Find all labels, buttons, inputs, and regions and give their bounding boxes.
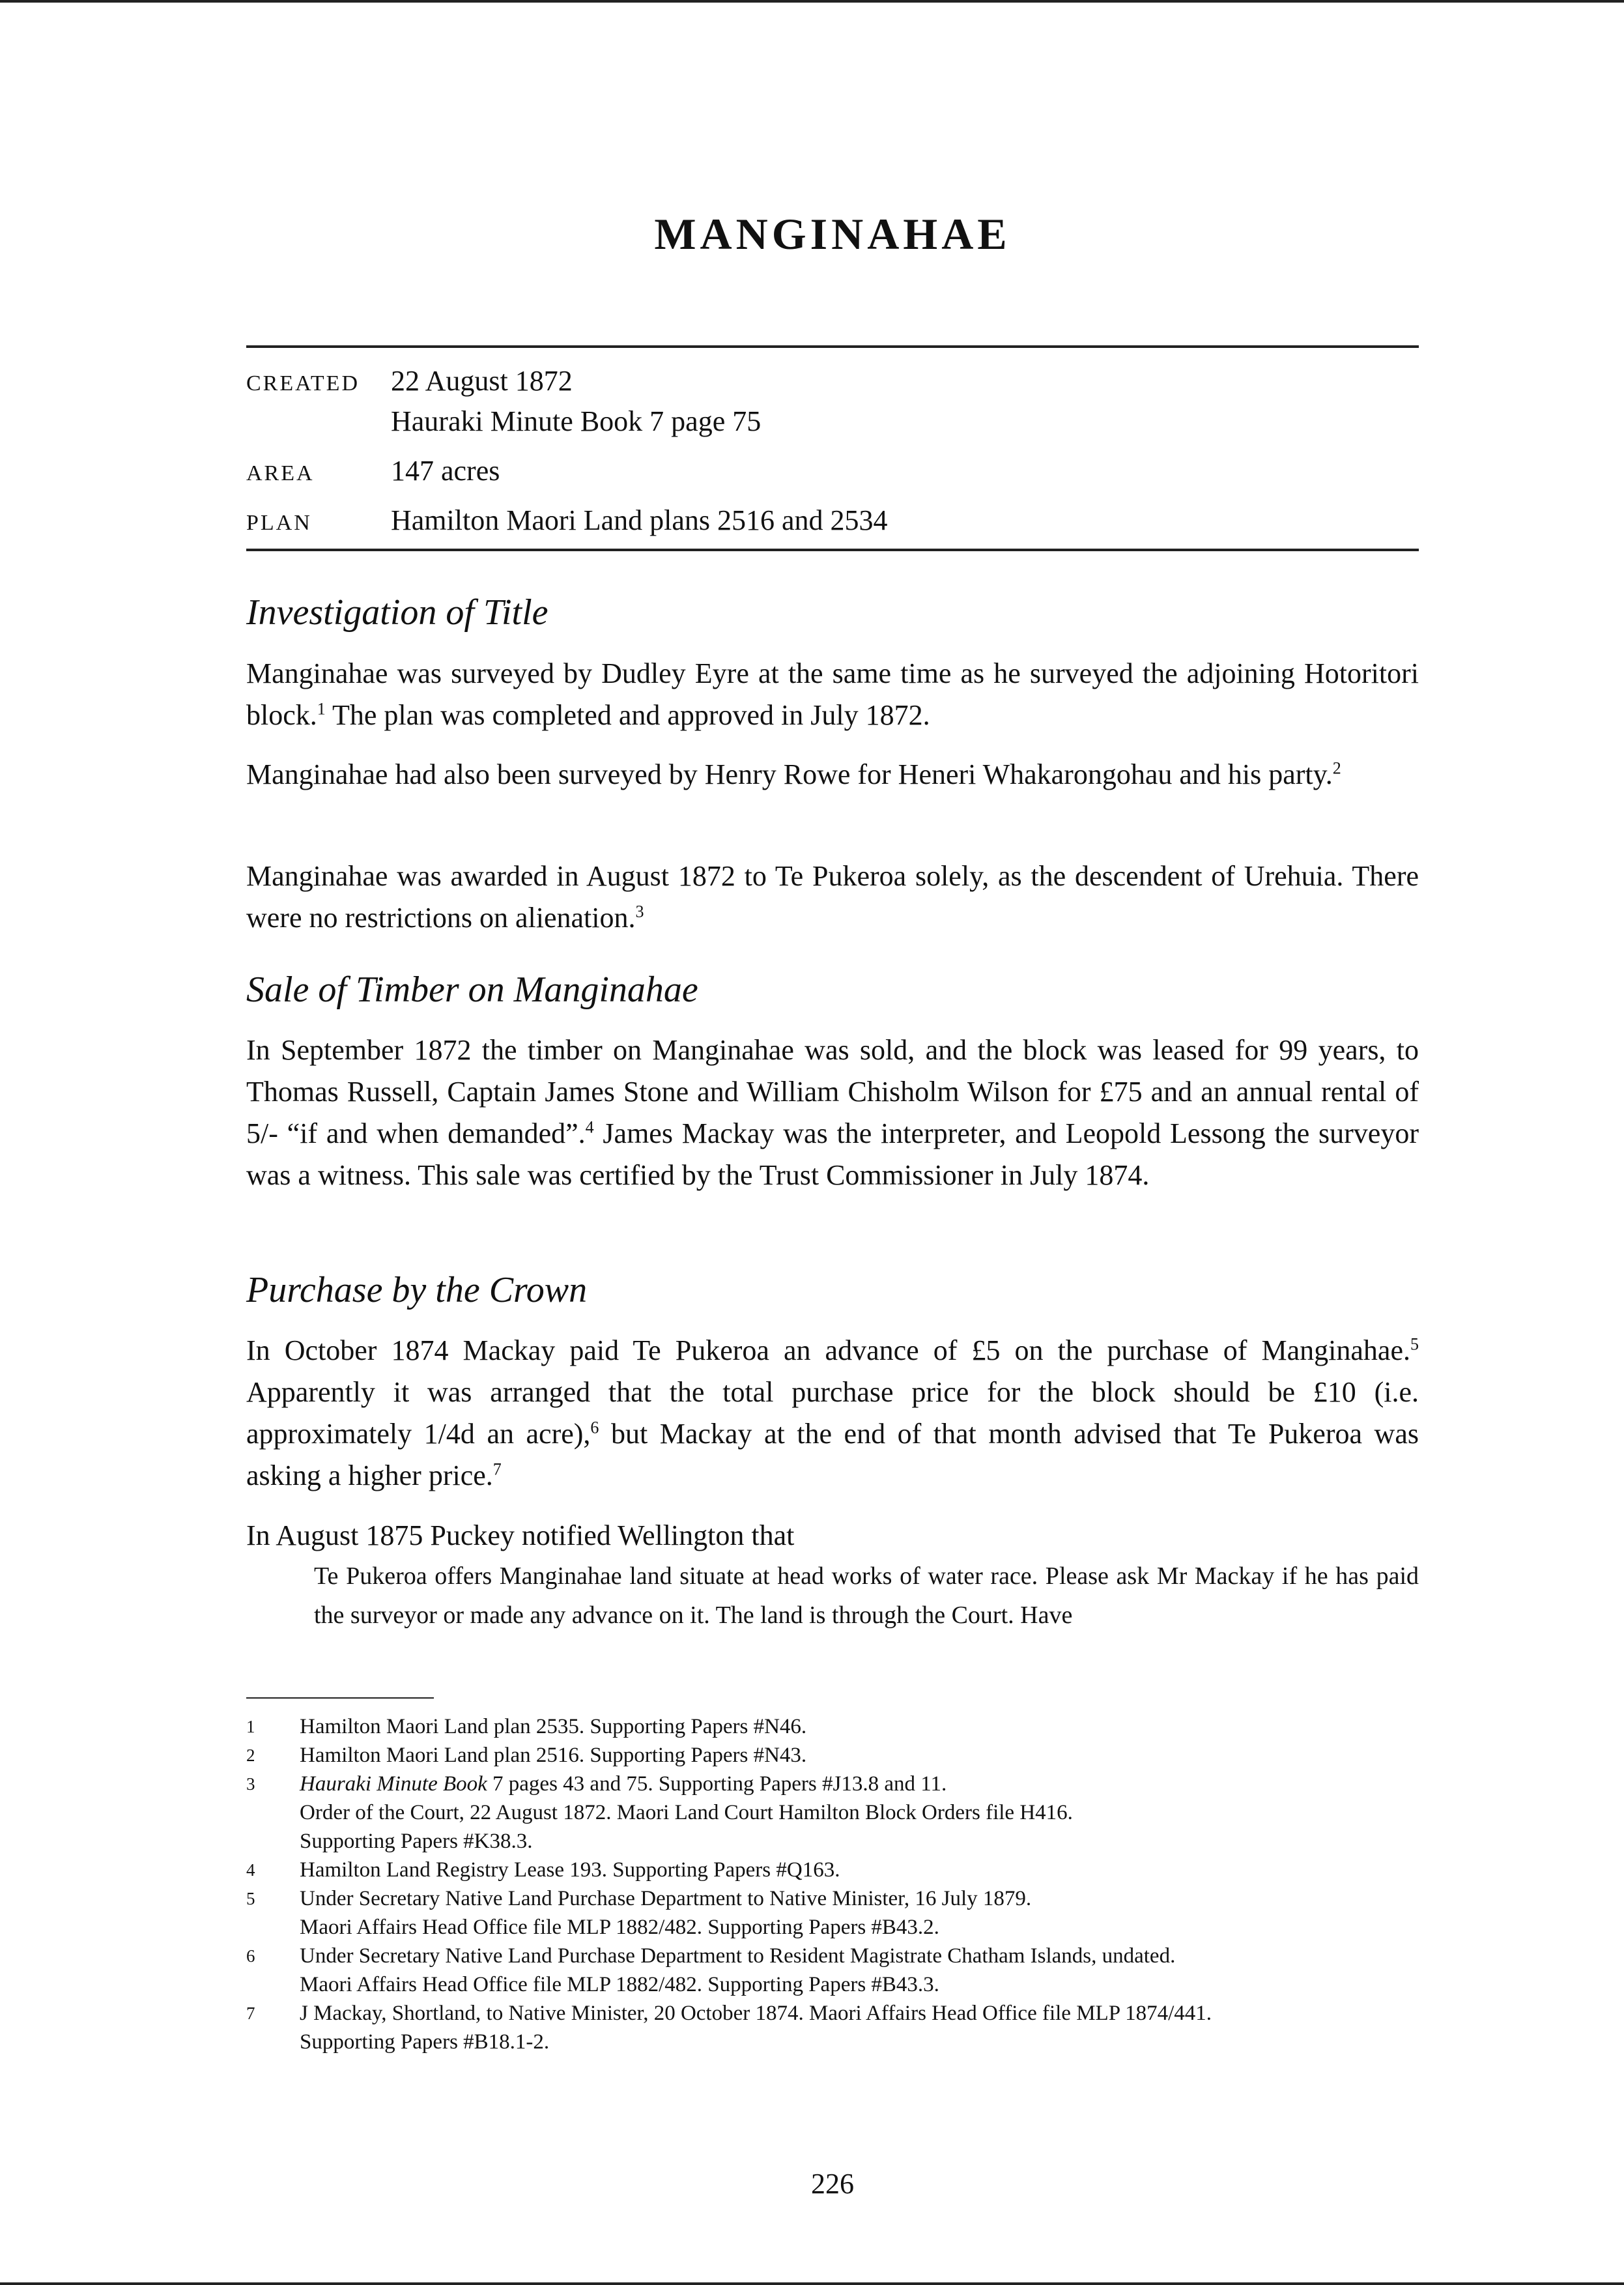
- page-number: 226: [811, 2168, 854, 2200]
- meta-row-created: [246, 361, 1419, 442]
- paragraph: Manginahae was surveyed by Dudley Eyre at the same time as he surveyed the adjoining Hotoritori block.$^1$ The plan was completed and approved in July 1872.: [246, 657, 1419, 731]
- meta-key: CREATED: [246, 371, 360, 395]
- section-heading: Purchase by the Crown: [246, 1270, 588, 1310]
- meta-key: AREA: [246, 461, 315, 485]
- paragraph: In October 1874 Mackay paid Te Pukeroa an advance of £5 on the purchase of Manginahae.$^5$ Apparently it was arranged that the total purchase price for the block should be £10 (i.e. approximately 1/4d an acre),$^6$ but Mackay at the end of that month advised that Te Pukeroa was asking a higher price.$^7$: [246, 1334, 1419, 1491]
- block-quote: Te Pukeroa offers Manginahae land situate at head works of water race. Please ask Mr Mackay if he has paid the surveyor or made any advance on it. The land is through the Court. Have: [314, 1562, 1419, 1629]
- section-heading: Investigation of Title: [246, 592, 548, 633]
- meta-value: 147 acres: [391, 455, 500, 487]
- footnote: 7 J Mackay, Shortland, to Native Minister, 20 October 1874. Maori Affairs Head Office file MLP 1874/441. Supporting Papers #B18.1-2.: [246, 2002, 1212, 2054]
- footnote: 2 Hamilton Maori Land plan 2516. Supporting Papers #N43.: [246, 1744, 807, 1767]
- meta-row-plan: [246, 500, 1419, 541]
- bottom-border: [0, 2282, 1624, 2285]
- paragraph: Manginahae had also been surveyed by Henry Rowe for Heneri Whakarongohau and his party.$^2$: [246, 758, 1341, 790]
- footnote: 3 Hauraki Minute Book 7 pages 43 and 75. Supporting Papers #J13.8 and 11. Order of the Court, 22 August 1872. Maori Land Court Hamilton Block Orders file H416. Supporting Papers #K38.3.: [246, 1772, 1073, 1853]
- paragraph: In September 1872 the timber on Manginahae was sold, and the block was leased for 99 years, to Thomas Russell, Captain James Stone and William Chisholm Wilson for £75 and an annual rental of 5/- “if and when demanded”.$^4$ James Mackay was the interpreter, and Leopold Lessong the surveyor was a witness. This sale was certified by the Trust Commissioner in July 1874.: [246, 1034, 1419, 1191]
- block-details-table: [246, 345, 1419, 551]
- meta-key: PLAN: [246, 511, 312, 535]
- footnote: 4 Hamilton Land Registry Lease 193. Supporting Papers #Q163.: [246, 1858, 840, 1882]
- meta-value: 22 August 1872: [391, 365, 573, 397]
- page-title: MANGINAHAE: [654, 209, 1011, 259]
- meta-row-area: [246, 451, 1419, 491]
- footnote-divider: [246, 1697, 434, 1699]
- paragraph: In August 1875 Puckey notified Wellington that: [246, 1519, 795, 1551]
- top-border: [0, 0, 1624, 3]
- section-heading: Sale of Timber on Manginahae: [246, 970, 698, 1010]
- footnote: 6 Under Secretary Native Land Purchase Department to Resident Magistrate Chatham Islands, undated. Maori Affairs Head Office file MLP 1882/482. Supporting Papers #B43.3.: [246, 1944, 1176, 1996]
- footnotes: [246, 1712, 1419, 2056]
- meta-value: Hamilton Maori Land plans 2516 and 2534: [391, 504, 888, 536]
- footnote: 5 Under Secretary Native Land Purchase Department to Native Minister, 16 July 1879. Maori Affairs Head Office file MLP 1882/482. Supporting Papers #B43.2.: [246, 1887, 1032, 1939]
- footnote: 1 Hamilton Maori Land plan 2535. Supporting Papers #N46.: [246, 1715, 807, 1738]
- paragraph: Manginahae was awarded in August 1872 to Te Pukeroa solely, as the descendent of Urehuia. There were no restrictions on alienation.$^3$: [246, 860, 1419, 934]
- meta-value: Hauraki Minute Book 7 page 75: [391, 405, 762, 437]
